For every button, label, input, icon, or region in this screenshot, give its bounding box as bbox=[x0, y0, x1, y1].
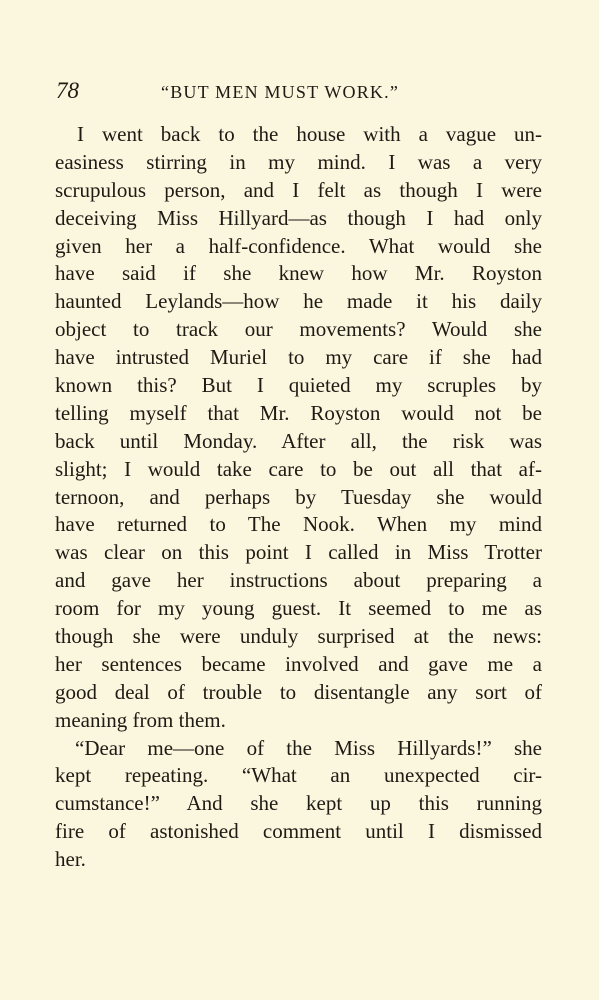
text-line: her. bbox=[55, 847, 86, 872]
running-title: “BUT MEN MUST WORK.” bbox=[161, 82, 400, 102]
text-line: kept repeating. “What an unexpected cir- bbox=[55, 763, 542, 788]
text-line: scrupulous person, and I felt as though I were bbox=[55, 177, 542, 202]
text-line: given her a half-confidence. What would she bbox=[55, 233, 542, 258]
text-line: have returned to The Nook. When my mind bbox=[55, 512, 542, 537]
running-head bbox=[56, 76, 544, 106]
text-line: known this? But I quieted my scruples by bbox=[55, 373, 542, 398]
text-line: have intrusted Muriel to my care if she had bbox=[55, 345, 542, 370]
text-line: slight; I would take care to be out all that af- bbox=[55, 456, 542, 481]
paragraph bbox=[55, 121, 542, 735]
text-line: though she were unduly surprised at the news: bbox=[55, 624, 542, 649]
text-line: her sentences became involved and gave me a bbox=[55, 651, 542, 676]
text-line: meaning from them. bbox=[55, 707, 226, 732]
text-line: was clear on this point I called in Miss Trotter bbox=[55, 540, 542, 565]
body-text bbox=[55, 121, 542, 874]
page-number: 78 bbox=[56, 78, 79, 103]
text-line: deceiving Miss Hillyard—as though I had only bbox=[55, 205, 542, 230]
text-line: have said if she knew how Mr. Royston bbox=[55, 261, 542, 286]
text-line: haunted Leylands—how he made it his daily bbox=[55, 289, 542, 314]
text-line: object to track our movements? Would she bbox=[55, 317, 542, 342]
text-line: I went back to the house with a vague un- bbox=[77, 122, 542, 146]
text-line: “Dear me—one of the Miss Hillyards!” she bbox=[75, 735, 542, 760]
paragraph bbox=[55, 735, 542, 874]
text-line: ternoon, and perhaps by Tuesday she would bbox=[55, 484, 542, 509]
text-line: cumstance!” And she kept up this running bbox=[55, 791, 542, 816]
text-line: and gave her instructions about preparing a bbox=[55, 568, 542, 593]
text-line: telling myself that Mr. Royston would not be bbox=[55, 400, 542, 425]
text-line: easiness stirring in my mind. I was a very bbox=[55, 149, 542, 174]
text-line: room for my young guest. It seemed to me as bbox=[55, 596, 542, 621]
text-line: good deal of trouble to disentangle any sort of bbox=[55, 679, 542, 704]
text-line: fire of astonished comment until I dismissed bbox=[55, 819, 542, 844]
text-line: back until Monday. After all, the risk was bbox=[55, 428, 542, 453]
